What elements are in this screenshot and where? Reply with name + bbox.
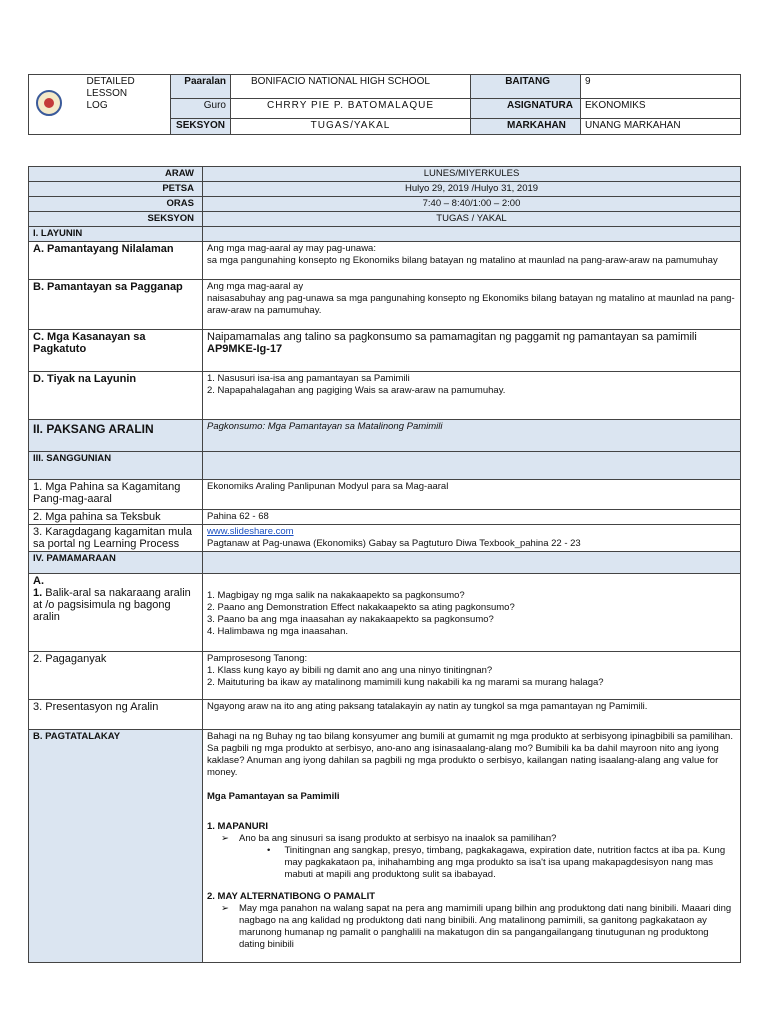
baitang-label: BAITANG [471, 75, 581, 99]
dll-title-line2: LESSON [86, 88, 128, 99]
presentasyon-label: 3. Presentasyon ng Aralin [29, 700, 203, 730]
asignatura-label: ASIGNATURA [471, 99, 581, 119]
item2-title: 2. MAY ALTERNATIBONG O PAMALIT [207, 891, 376, 902]
competency-code: AP9MKE-Ig-17 [207, 343, 283, 355]
balik-aral-row [29, 574, 741, 652]
araw-row [29, 167, 741, 182]
balik-aral-value [203, 574, 741, 652]
text-line: sa mga pangunahing konsepto ng Ekonomiks bilang batayan ng matalino at maunlad na pang-araw-araw na pamumuhay [207, 255, 718, 266]
paaralan-value: BONIFACIO NATIONAL HIGH SCHOOL [231, 75, 471, 99]
empty-cell [203, 227, 741, 242]
text-line: 2. Paano ang Demonstration Effect nakakaapekto sa ating pagkonsumo? [207, 602, 515, 613]
tiyak-layunin-row [29, 372, 741, 420]
logo-cell [29, 75, 75, 135]
petsa-value: Hulyo 29, 2019 /Hulyo 31, 2019 [203, 182, 741, 197]
paksang-row [29, 420, 741, 452]
arrow-bullet-icon: ➢ [221, 833, 229, 844]
item2-arrow-row [207, 903, 736, 951]
oras-label: ORAS [29, 197, 203, 212]
text-line: Ang mga mag-aaral ay may pag-unawa: [207, 243, 376, 254]
sanggunian-r1-label: 1. Mga Pahina sa Kagamitang Pang-mag-aaral [29, 480, 203, 510]
arrow-bullet-icon: ➢ [221, 903, 229, 914]
sanggunian-row [29, 452, 741, 480]
lesson-table [28, 166, 741, 963]
pamantayang-nilalaman-row [29, 242, 741, 280]
presentasyon-row [29, 700, 741, 730]
intro-paragraph: Bahagi na ng Buhay ng tao bilang konsyumer ang bumili at gumamit ng mga produkto at serbisyong ipinagbibili sa pamilihan. Sa pagbili ng mga produkto at serbisyo, ano-ano ang isinasaalang-alang mo? Bumibili ka ba dahil mayroon nito ang iyong kaklase? Anuman ang iyong dahilan sa pagbili ng mga produkto o serbisyo, kailangan nating isaalang-alang ang value for money. [207, 731, 733, 778]
markahan-value: UNANG MARKAHAN [581, 119, 741, 135]
subheading: Mga Pamantayan sa Pamimili [207, 791, 340, 802]
item1-bullet-row [207, 845, 736, 881]
petsa-row [29, 182, 741, 197]
meta-seksyon-label: SEKSYON [29, 212, 203, 227]
pagtatalakay-value [203, 730, 741, 963]
section-number: 1. [33, 587, 43, 599]
kasanayan-label: C. Mga Kasanayan sa Pagkatuto [29, 330, 203, 372]
dll-title-line1: DETAILED [86, 76, 135, 87]
seksyon-row [29, 212, 741, 227]
sanggunian-r2 [29, 510, 741, 525]
pagaganyak-label: 2. Pagaganyak [29, 652, 203, 700]
empty-cell [203, 552, 741, 574]
sanggunian-r1 [29, 480, 741, 510]
text-line: naisasabuhay ang pag-unawa sa mga pangunahing konsepto ng Ekonomiks bilang batayan ng matalino at maunlad na pang-araw-araw na pamumuhay. [207, 293, 735, 316]
text-line: 4. Halimbawa ng mga inaasahan. [207, 626, 349, 637]
tiyak-layunin-value [203, 372, 741, 420]
paaralan-label: Paaralan [171, 75, 231, 99]
sanggunian-title: III. SANGGUNIAN [29, 452, 203, 480]
guro-label: Guro [171, 99, 231, 119]
empty-cell [203, 452, 741, 480]
pagtatalakay-title: B. PAGTATALAKAY [29, 730, 203, 963]
paksang-title: II. PAKSANG ARALIN [29, 420, 203, 452]
sanggunian-r2-value: Pahina 62 - 68 [203, 510, 741, 525]
seksyon-value: TUGAS/YAKAL [231, 119, 471, 135]
text-line: 2. Napapahalagahan ang pagiging Wais sa araw-araw na pamumuhay. [207, 385, 506, 396]
text-line: Naipamamalas ang talino sa pagkonsumo sa pamamagitan ng paggamit ng pamantayan sa pamimili [207, 331, 697, 343]
dll-title [75, 75, 171, 135]
pamantayang-nilalaman-value [203, 242, 741, 280]
layunin-title: I. LAYUNIN [29, 227, 203, 242]
araw-value: LUNES/MIYERKULES [203, 167, 741, 182]
item1-arrow-row [207, 833, 736, 845]
text-line: 3. Paano ba ang mga inaasahan ay nakakaapekto sa pagkonsumo? [207, 614, 494, 625]
tiyak-layunin-label: D. Tiyak na Layunin [29, 372, 203, 420]
oras-value: 7:40 – 8:40/1:00 – 2:00 [203, 197, 741, 212]
oras-row [29, 197, 741, 212]
pamantayan-pagganap-label: B. Pamantayan sa Pagganap [29, 280, 203, 330]
sanggunian-r3 [29, 525, 741, 552]
pagaganyak-row [29, 652, 741, 700]
kasanayan-row [29, 330, 741, 372]
baitang-value: 9 [581, 75, 741, 99]
text-line: Pagtanaw at Pag-unawa (Ekonomiks) Gabay sa Pagtuturo Diwa Texbook_pahina 22 - 23 [207, 538, 581, 549]
text-line: Pamprosesong Tanong: [207, 653, 308, 664]
layunin-heading-row [29, 227, 741, 242]
markahan-label: MARKAHAN [471, 119, 581, 135]
text-line: 1. Nasusuri isa-isa ang pamantayan sa Pamimili [207, 373, 410, 384]
presentasyon-value: Ngayong araw na ito ang ating paksang tatalakayin ay natin ay tungkol sa mga pamantayan ng Pamimili. [203, 700, 741, 730]
kasanayan-value [203, 330, 741, 372]
meta-seksyon-value: TUGAS / YAKAL [203, 212, 741, 227]
sanggunian-r1-value: Ekonomiks Araling Panlipunan Modyul para sa Mag-aaral [203, 480, 741, 510]
item1-bullet-text: Tinitingnan ang sangkap, presyo, timbang, pagkakagawa, expiration date, nutrition factcs at iba pa. Kung may pagkakataon pa, inihahambing ang mga produkto sa isa't isa upang makapagdesisyon nang mas mabuti at mapili ang produktong sulit sa ibabayad. [284, 845, 726, 880]
item1-arrow-text: Ano ba ang sinusuri sa isang produkto at serbisyo na inaalok sa pamilihan? [239, 833, 557, 844]
sanggunian-r3-value [203, 525, 741, 552]
slideshare-link[interactable]: www.slideshare.com [207, 526, 294, 537]
balik-aral-label [29, 574, 203, 652]
pamantayan-pagganap-row [29, 280, 741, 330]
text-line: 1. Magbigay ng mga salik na nakakaapekto sa pagkonsumo? [207, 590, 465, 601]
dll-title-line3: LOG [86, 100, 108, 111]
asignatura-value: EKONOMIKS [581, 99, 741, 119]
guro-value: CHRRY PIE P. BATOMALAQUE [231, 99, 471, 119]
balik-aral-text: Balik-aral sa nakaraang aralin at /o pagsisimula ng bagong aralin [33, 587, 191, 623]
araw-label: ARAW [29, 167, 203, 182]
text-line: Ang mga mag-aaral ay [207, 281, 304, 292]
petsa-label: PETSA [29, 182, 203, 197]
pagtatalakay-row [29, 730, 741, 963]
seksyon-label: SEKSYON [171, 119, 231, 135]
section-letter: A. [33, 575, 44, 587]
sanggunian-r3-label: 3. Karagdagang kagamitan mula sa portal ng Learning Process [29, 525, 203, 552]
pamamaraan-title: IV. PAMAMARAAN [29, 552, 203, 574]
pamantayang-nilalaman-label: A. Pamantayang Nilalaman [29, 242, 203, 280]
dot-bullet-icon: • [267, 845, 271, 856]
pagaganyak-value [203, 652, 741, 700]
text-line: 1. Klass kung kayo ay bibili ng damit ano ang una ninyo tinitingnan? [207, 665, 493, 676]
pamamaraan-row [29, 552, 741, 574]
item1-title: 1. MAPANURI [207, 821, 269, 832]
header-table [28, 74, 741, 135]
paksang-value: Pagkonsumo: Mga Pamantayan sa Matalinong Pamimili [203, 420, 741, 452]
sanggunian-r2-label: 2. Mga pahina sa Teksbuk [29, 510, 203, 525]
pamantayan-pagganap-value [203, 280, 741, 330]
item2-arrow-text: May mga panahon na walang sapat na pera ang mamimili upang bilhin ang produktong dati nang binibili. Maaari ding nagbago na ang kalidad ng produktong dati nang binibili. Ang matalinong pamimili, sa ganitong pagkakataon ay marunong humanap ng pamalit o panghalili na makatugon din sa pangangailangang tinutugunan ng produktong dating binibili [238, 903, 732, 950]
text-line: 2. Maituturing ba ikaw ay matalinong mamimili kung nakabili ka ng marami sa murang halaga? [207, 677, 604, 688]
